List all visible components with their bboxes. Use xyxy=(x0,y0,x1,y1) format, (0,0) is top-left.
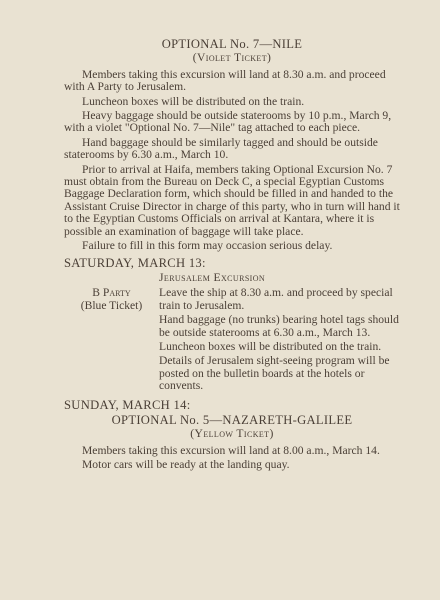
paragraph: Heavy baggage should be outside staterooms by 10 p.m., March 9, with a violet "Optional No. 7—Nile" tag attached to each piece. xyxy=(64,109,392,135)
paragraph: Motor cars will be ready at the landing quay. xyxy=(82,458,290,472)
party-instructions xyxy=(159,287,400,394)
paragraph: Hand baggage (no trunks) bearing hotel tags should be outside staterooms at 6.30 a.m., March 13. xyxy=(159,313,399,339)
party-ticket: (Blue Ticket) xyxy=(80,298,143,312)
excursion-title: Jerusalem Excursion xyxy=(159,270,266,284)
paragraph: Hand baggage should be similarly tagged and should be outside staterooms by 6.30 a.m., March 10. xyxy=(64,135,378,162)
paragraph: Prior to arrival at Haifa, members taking Optional Excursion No. 7 must obtain from the Bureau on Deck C, a special Egyptian Customs Baggage Declaration form, which should be filled in and handed to the Assistant Cruise Director in charge of this party, who in turn will hand it to the Egyptian Customs Officials on arrival at Kantara, where it is possible an examination of baggage will take place. xyxy=(64,162,400,238)
party-label xyxy=(64,287,159,312)
date-heading-march-13: SATURDAY, MARCH 13: xyxy=(64,255,206,270)
party-name: B Party xyxy=(92,286,131,300)
paragraph: Members taking this excursion will land at 8.00 a.m., March 14. xyxy=(82,443,380,457)
section-title-optional-7: OPTIONAL No. 7—NILE xyxy=(161,37,303,51)
paragraph: Leave the ship at 8.30 a.m. and proceed by special train to Jerusalem. xyxy=(159,286,393,312)
section-title-optional-5: OPTIONAL No. 5—NAZARETH-GALILEE xyxy=(111,412,353,427)
paragraph: Failure to fill in this form may occasion serious delay. xyxy=(82,239,333,253)
date-heading-march-14: SUNDAY, MARCH 14: xyxy=(64,397,191,412)
paragraph: Luncheon boxes will be distributed on the train. xyxy=(159,339,382,353)
paragraph: Details of Jerusalem sight-seeing program will be posted on the bulletin boards at the hotels or convents. xyxy=(159,354,390,393)
ticket-label-violet: (Violet Ticket) xyxy=(192,51,272,65)
party-block xyxy=(64,287,400,394)
paragraph: Luncheon boxes will be distributed on the train. xyxy=(82,94,305,108)
paragraph: Members taking this excursion will land at 8.30 a.m. and proceed with A Party to Jerusalem. xyxy=(64,67,386,94)
ticket-label-yellow: (Yellow Ticket) xyxy=(190,427,274,441)
